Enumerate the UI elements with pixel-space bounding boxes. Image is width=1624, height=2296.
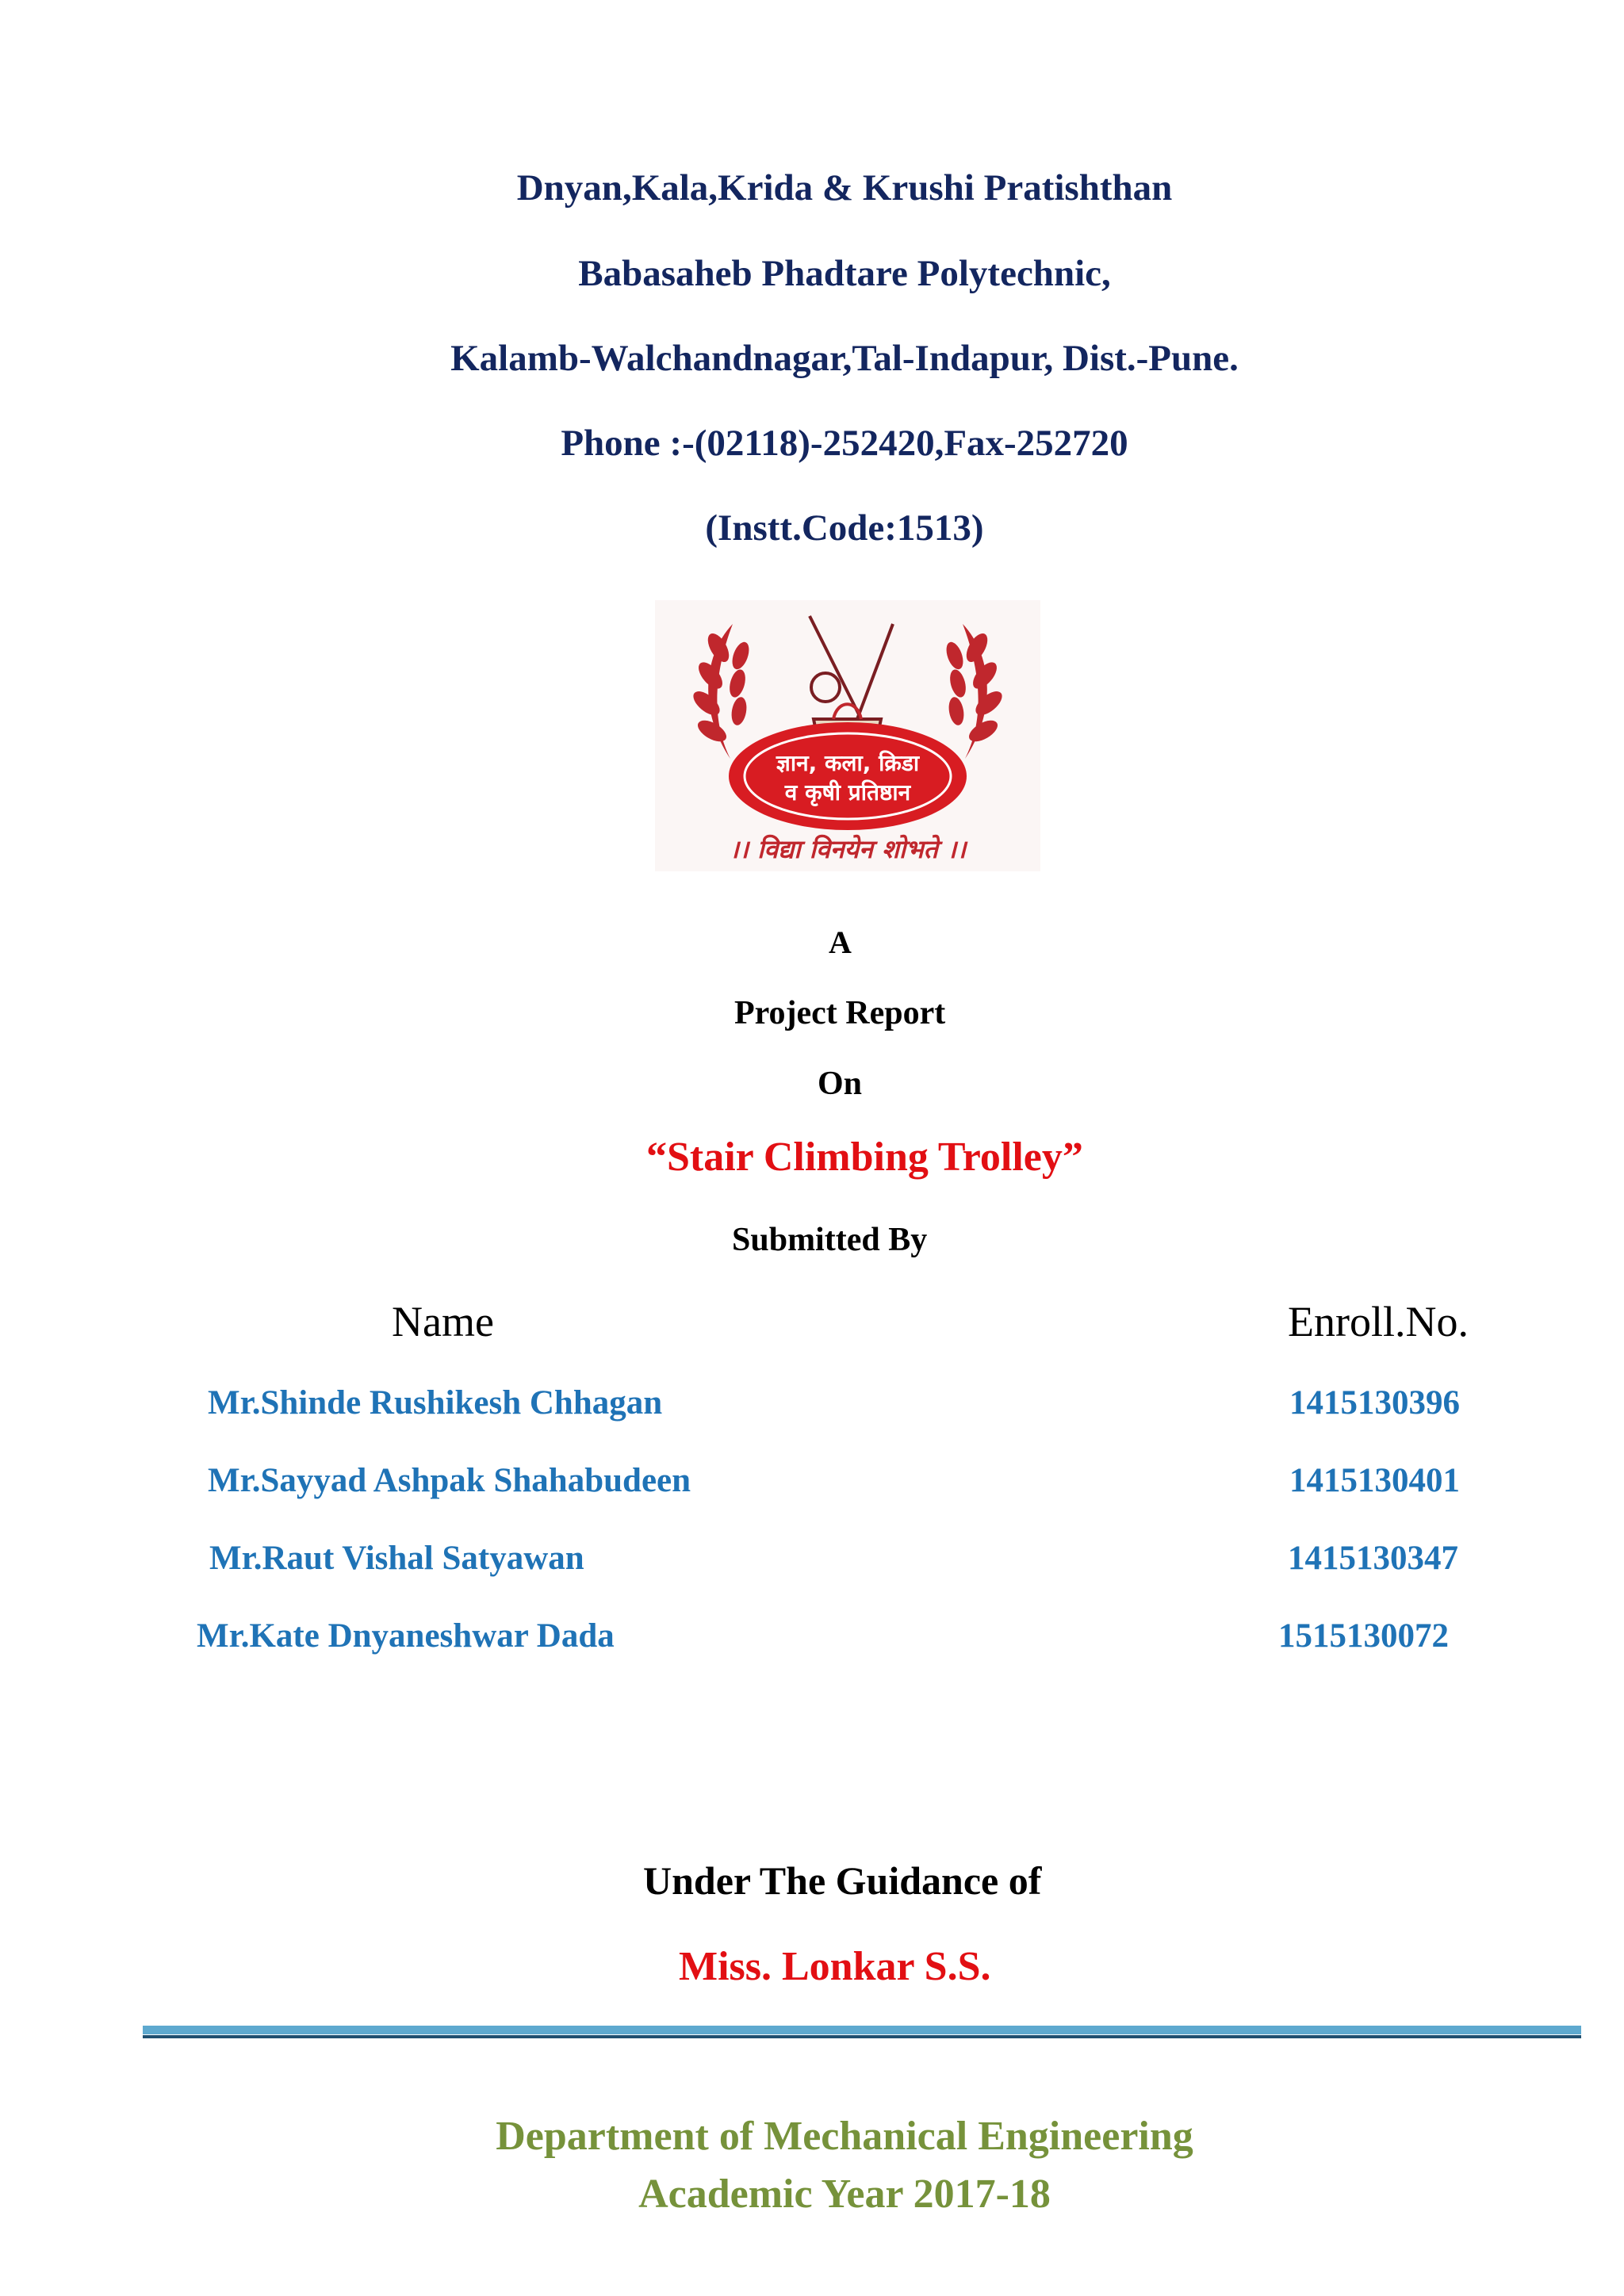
logo-motto: ।। विद्या विनयेन शोभते ।। [729,834,967,864]
address-line: Kalamb-Walchandnagar,Tal-Indapur, Dist.-Pune. [450,338,1239,379]
guidance-label: Under The Guidance of [643,1858,1042,1903]
institution-logo [655,600,1040,871]
guide-name: Miss. Lonkar S.S. [679,1944,991,1989]
enroll-column-header: Enroll.No. [1288,1298,1469,1345]
logo-text-line2: व कृषी प्रतिष्ठान [784,779,911,806]
student-name: Mr.Sayyad Ashpak Shahabudeen [208,1462,691,1499]
student-name: Mr.Shinde Rushikesh Chhagan [208,1384,663,1422]
student-name: Mr.Raut Vishal Satyawan [209,1540,584,1577]
logo-text-line1: ज्ञान, कला, क्रिडा [776,750,920,776]
divider-rule [143,2026,1581,2034]
student-enroll: 1515130072 [1278,1617,1449,1655]
submitted-by-label: Submitted By [732,1222,928,1258]
student-name: Mr.Kate Dnyaneshwar Dada [197,1617,615,1655]
institute-code: (Instt.Code:1513) [705,507,984,549]
institution-name: Dnyan,Kala,Krida & Krushi Pratishthan [516,167,1173,209]
academic-year: Academic Year 2017-18 [638,2172,1051,2217]
name-column-header: Name [392,1298,494,1345]
polytechnic-name: Babasaheb Phadtare Polytechnic, [578,253,1111,294]
phone-line: Phone :-(02118)-252420,Fax-252720 [561,423,1128,464]
emblem-oval [729,722,967,830]
student-enroll: 1415130347 [1288,1540,1458,1577]
project-title: “Stair Climbing Trolley” [646,1135,1083,1180]
report-on: On [818,1066,863,1102]
report-type: Project Report [734,995,946,1031]
student-enroll: 1415130396 [1289,1384,1460,1422]
report-article: A [829,924,852,960]
department-name: Department of Mechanical Engineering [496,2114,1193,2159]
divider-rule-shadow [143,2035,1581,2038]
student-enroll: 1415130401 [1289,1462,1460,1499]
